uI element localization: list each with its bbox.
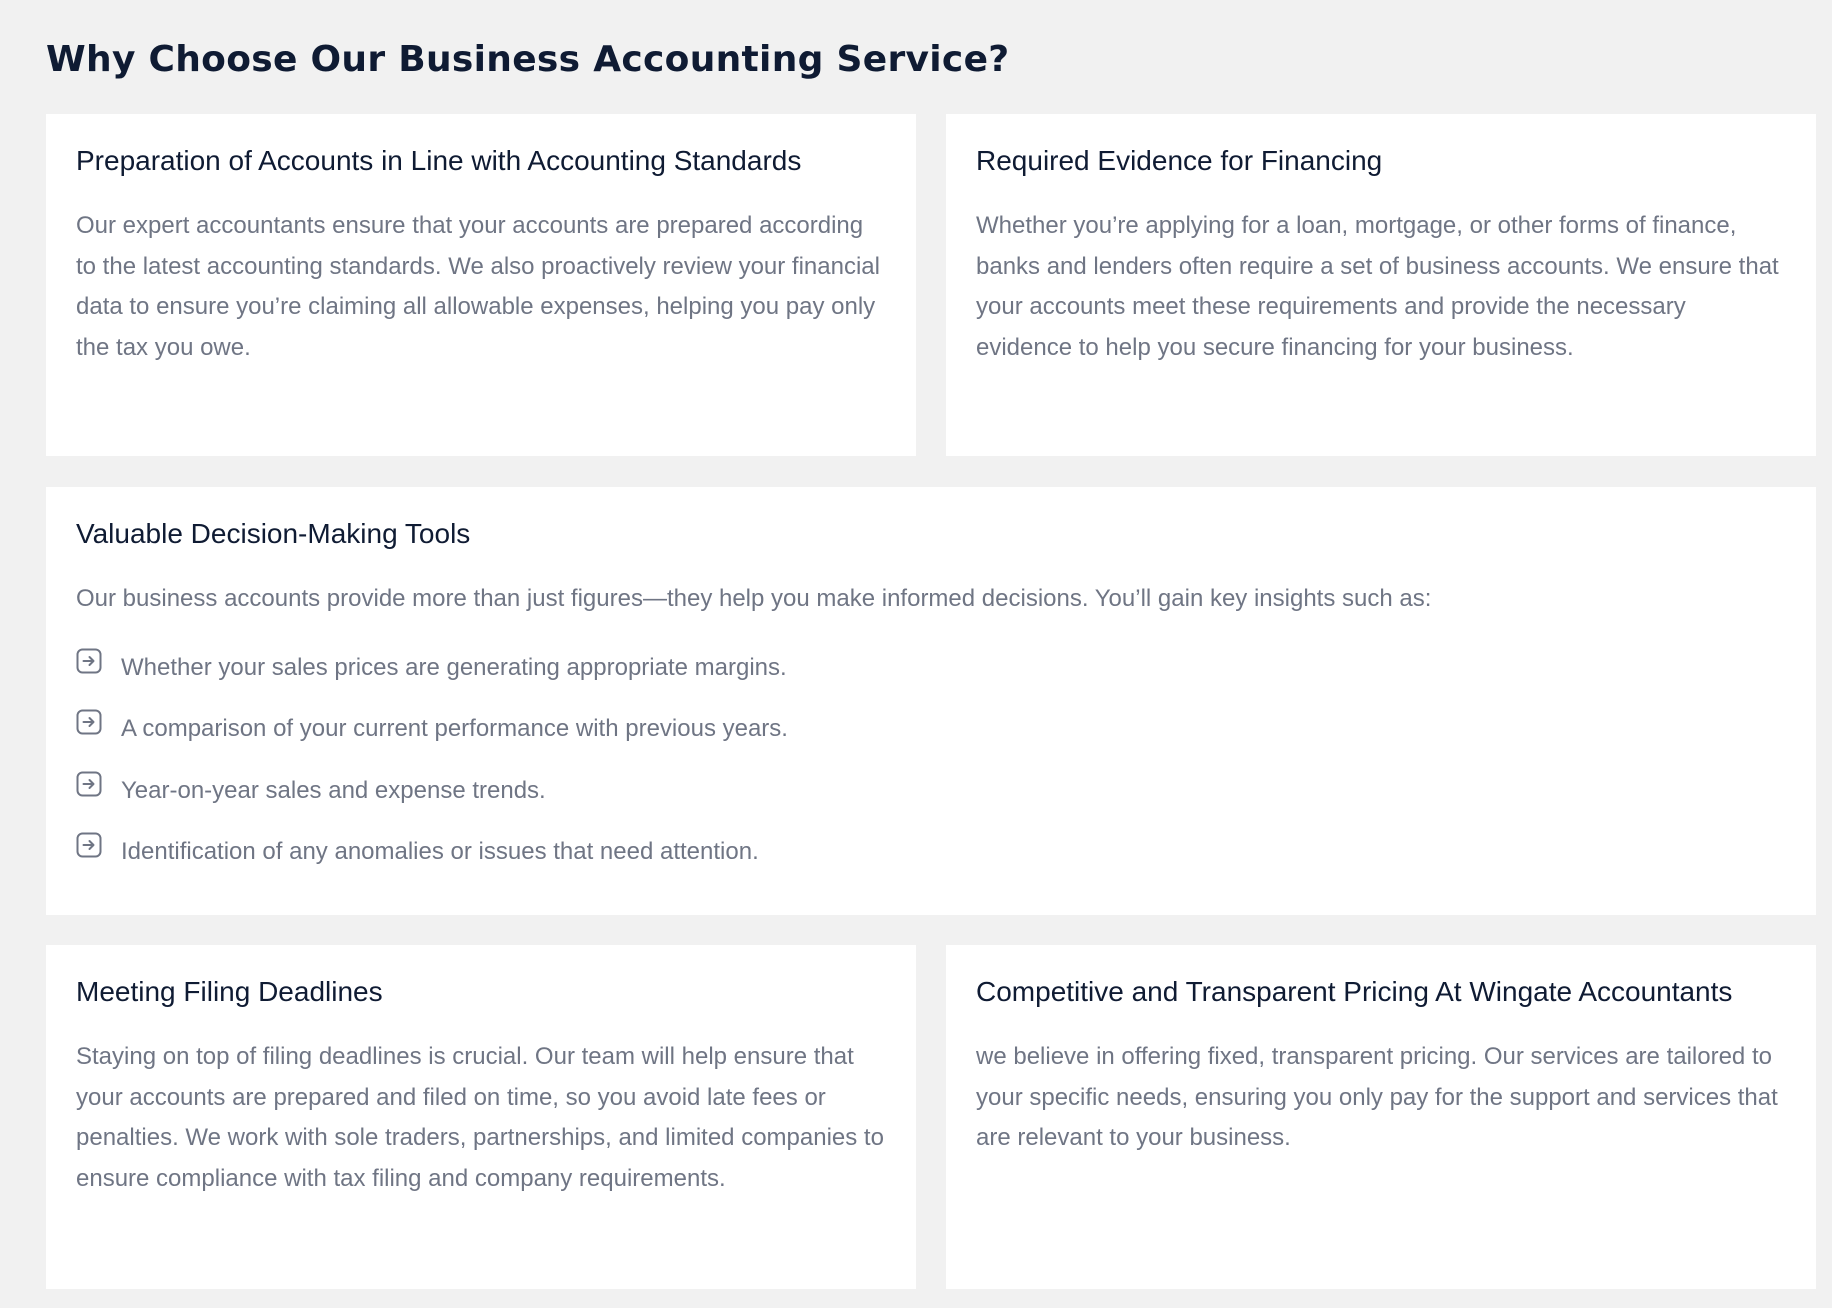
arrow-right-square-icon bbox=[76, 709, 102, 735]
card-transparent-pricing bbox=[946, 945, 1816, 1289]
card-title: Valuable Decision-Making Tools bbox=[76, 518, 471, 549]
card-text: we believe in offering fixed, transparent pricing. Our services are tailored to your specific needs, ensuring you only pay for the support and services that are relevant to your business. bbox=[976, 1043, 1778, 1151]
card-filing-deadlines bbox=[46, 945, 916, 1289]
card-decision-making-tools bbox=[46, 487, 1816, 915]
list-item-text: Identification of any anomalies or issues that need attention. bbox=[121, 838, 759, 865]
list-item-text: Year-on-year sales and expense trends. bbox=[121, 776, 546, 804]
card-title: Meeting Filing Deadlines bbox=[76, 976, 383, 1007]
list-item bbox=[76, 828, 1786, 890]
list-item bbox=[76, 767, 1786, 829]
card-financing-evidence bbox=[946, 114, 1816, 456]
card-title: Required Evidence for Financing bbox=[976, 145, 1383, 176]
list-item-text: Whether your sales prices are generating appropriate margins. bbox=[121, 653, 787, 681]
list-item bbox=[76, 644, 1786, 706]
card-title: Preparation of Accounts in Line with Accounting Standards bbox=[76, 145, 802, 176]
card-text: Our business accounts provide more than just figures—they help you make informed decisions. You’ll gain key insights such as: bbox=[76, 585, 1432, 612]
list-item bbox=[76, 705, 1786, 767]
card-title: Competitive and Transparent Pricing At Wingate Accountants bbox=[976, 976, 1733, 1007]
arrow-right-square-icon bbox=[76, 648, 102, 674]
list-item-text: A comparison of your current performance with previous years. bbox=[121, 715, 788, 742]
insights-list bbox=[76, 644, 1786, 890]
card-text: Whether you’re applying for a loan, mortgage, or other forms of finance, banks and lenders often require a set of business accounts. We ensure that your accounts meet these requirements and provide the necessary evidence to help you secure financing for your business. bbox=[976, 212, 1779, 361]
card-accounting-standards bbox=[46, 114, 916, 456]
card-text: Our expert accountants ensure that your accounts are prepared according to the latest accounting standards. We also proactively review your financial data to ensure you’re claiming all allowable expenses, helping you pay only the tax you owe. bbox=[76, 212, 880, 361]
page-title: Why Choose Our Business Accounting Service? bbox=[46, 39, 1010, 80]
arrow-right-square-icon bbox=[76, 771, 102, 797]
arrow-right-square-icon bbox=[76, 832, 102, 858]
card-text: Staying on top of filing deadlines is crucial. Our team will help ensure that your accounts are prepared and filed on time, so you avoid late fees or penalties. We work with sole traders, partnerships, and limited companies to ensure compliance with tax filing and company requirements. bbox=[76, 1043, 884, 1192]
